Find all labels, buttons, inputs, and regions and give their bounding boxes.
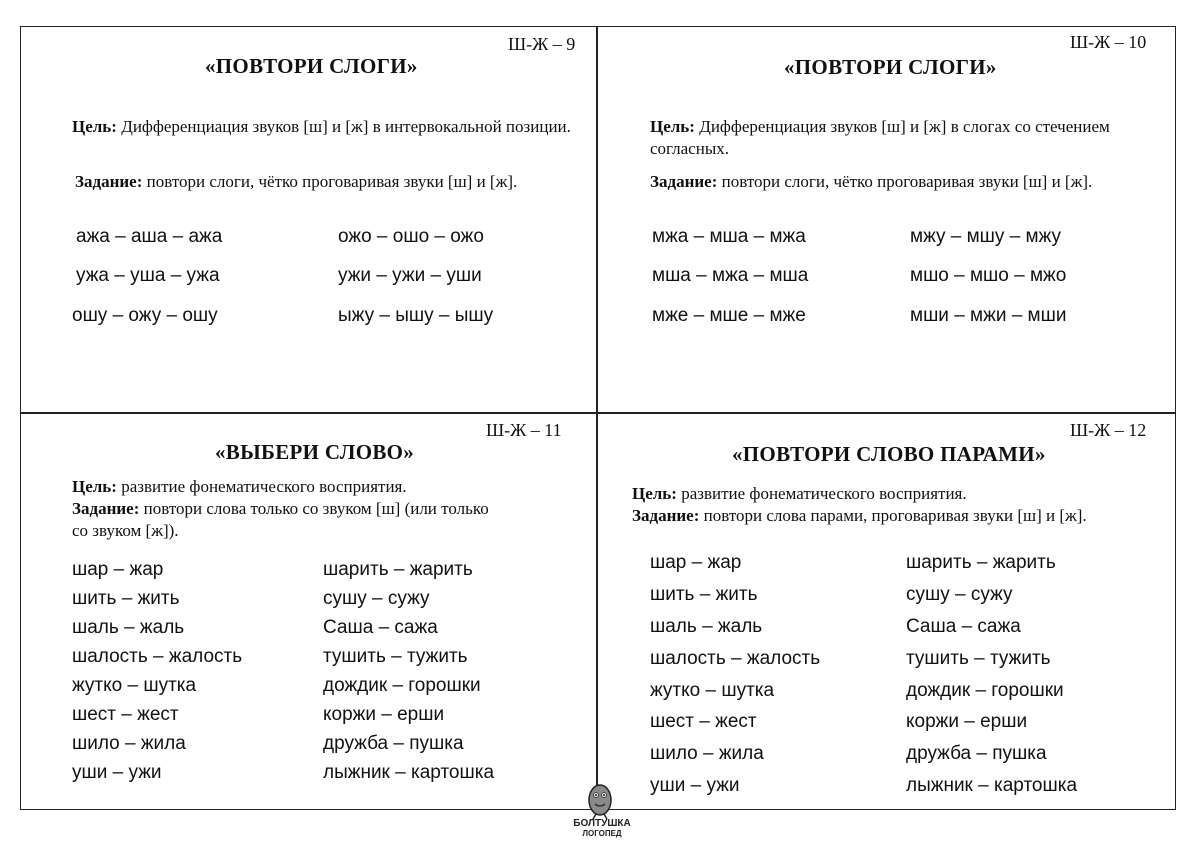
word-pair: шалость – жалость [72,646,243,667]
word-pair: дружба – пушка [323,733,464,754]
vertical-divider [596,26,598,810]
word-pair: дождик – горошки [323,675,481,696]
word-pair: коржи – ерши [906,711,1028,732]
word-pair: шарить – жарить [323,559,473,580]
syllable-item: ажа – аша – ажа [76,226,223,247]
word-pair: шить – жить [650,584,758,605]
word-pair: дружба – пушка [906,743,1047,764]
card-task [75,171,595,193]
syllable-item: ужи – ужи – уши [338,265,482,286]
card-title: «ПОВТОРИ СЛОГИ» [784,55,997,79]
task-label: Задание: [650,172,718,191]
task-text: повтори слова парами, проговаривая звуки [ш] и [ж]. [699,506,1087,525]
task-label: Задание: [72,499,140,518]
word-pair: шить – жить [72,588,180,609]
task-label: Задание: [75,172,143,191]
word-pair: шалость – жалость [650,648,821,669]
syllable-item: мша – мжа – мша [652,265,809,286]
boltushka-logo [560,772,644,838]
word-pair: сушу – сужу [323,588,430,609]
goal-label: Цель: [72,117,117,136]
goal-text: Дифференциация звуков [ш] и [ж] в слогах со стечением согласных. [650,117,1110,158]
goal-text: развитие фонематического восприятия. [676,484,967,503]
syllable-item: мжа – мша – мжа [652,226,806,247]
syllable-item: ожо – ошо – ожо [338,226,484,247]
word-pair: жутко – шутка [72,675,197,696]
task-text: повтори слоги, чётко проговаривая звуки [ш] и [ж]. [717,172,1093,191]
word-pair: шило – жила [650,743,764,764]
word-pair: лыжник – картошка [906,775,1078,796]
goal-text: развитие фонематического восприятия. [116,477,407,496]
card-title: «ПОВТОРИ СЛОГИ» [205,54,418,78]
goal-text: Дифференциация звуков [ш] и [ж] в интервокальной позиции. [116,117,571,136]
goal-label: Цель: [632,484,677,503]
syllable-item: мжу – мшу – мжу [910,226,1062,247]
syllable-item: мши – мжи – мши [910,305,1067,326]
horizontal-divider [20,412,1176,414]
word-pair: шест – жест [72,704,179,725]
syllable-item: ужа – уша – ужа [76,265,220,286]
mascot-body-icon [589,785,611,815]
syllable-item: ошу – ожу – ошу [72,305,218,326]
card-goal [72,116,584,138]
card-code: Ш-Ж – 12 [1070,420,1147,440]
word-pair: шар – жар [650,552,742,573]
word-pair: дождик – горошки [906,680,1064,701]
card-task [650,171,1170,193]
word-pair: жутко – шутка [650,680,775,701]
goal-label: Цель: [650,117,695,136]
card-task [632,505,1162,527]
word-pair: коржи – ерши [323,704,445,725]
word-pair: шест – жест [650,711,757,732]
word-pair: Саша – сажа [906,616,1021,637]
syllable-item: мже – мше – мже [652,305,806,326]
task-text: повтори слова только со звуком [ш] (или только со звуком [ж]). [72,499,489,540]
word-pair: уши – ужи [650,775,740,796]
word-pair: лыжник – картошка [323,762,495,783]
card-goal [632,483,1152,505]
syllable-item: мшо – мшо – мжо [910,265,1067,286]
word-pair: тушить – тужить [906,648,1051,669]
card-code: Ш-Ж – 11 [486,420,562,440]
card-goal [72,476,552,498]
goal-label: Цель: [72,477,117,496]
word-pair: шар – жар [72,559,164,580]
word-pair: шаль – жаль [72,617,185,638]
word-pair: уши – ужи [72,762,162,783]
word-pair: шарить – жарить [906,552,1056,573]
card-code: Ш-Ж – 9 [508,34,576,54]
task-text: повтори слоги, чётко проговаривая звуки [ш] и [ж]. [142,172,518,191]
card-goal [650,116,1130,160]
word-pair: сушу – сужу [906,584,1013,605]
card-task [72,498,492,542]
logo-title: БОЛТУШКА [573,818,631,829]
card-title: «ПОВТОРИ СЛОВО ПАРАМИ» [732,442,1046,466]
card-code: Ш-Ж – 10 [1070,32,1147,52]
syllable-item: ыжу – ышу – ышу [338,305,494,326]
task-label: Задание: [632,506,700,525]
word-pair: шило – жила [72,733,186,754]
card-title: «ВЫБЕРИ СЛОВО» [215,440,415,464]
word-pair: шаль – жаль [650,616,763,637]
word-pair: Саша – сажа [323,617,438,638]
logo-subtitle: ЛОГОПЕД [582,829,622,838]
word-pair: тушить – тужить [323,646,468,667]
